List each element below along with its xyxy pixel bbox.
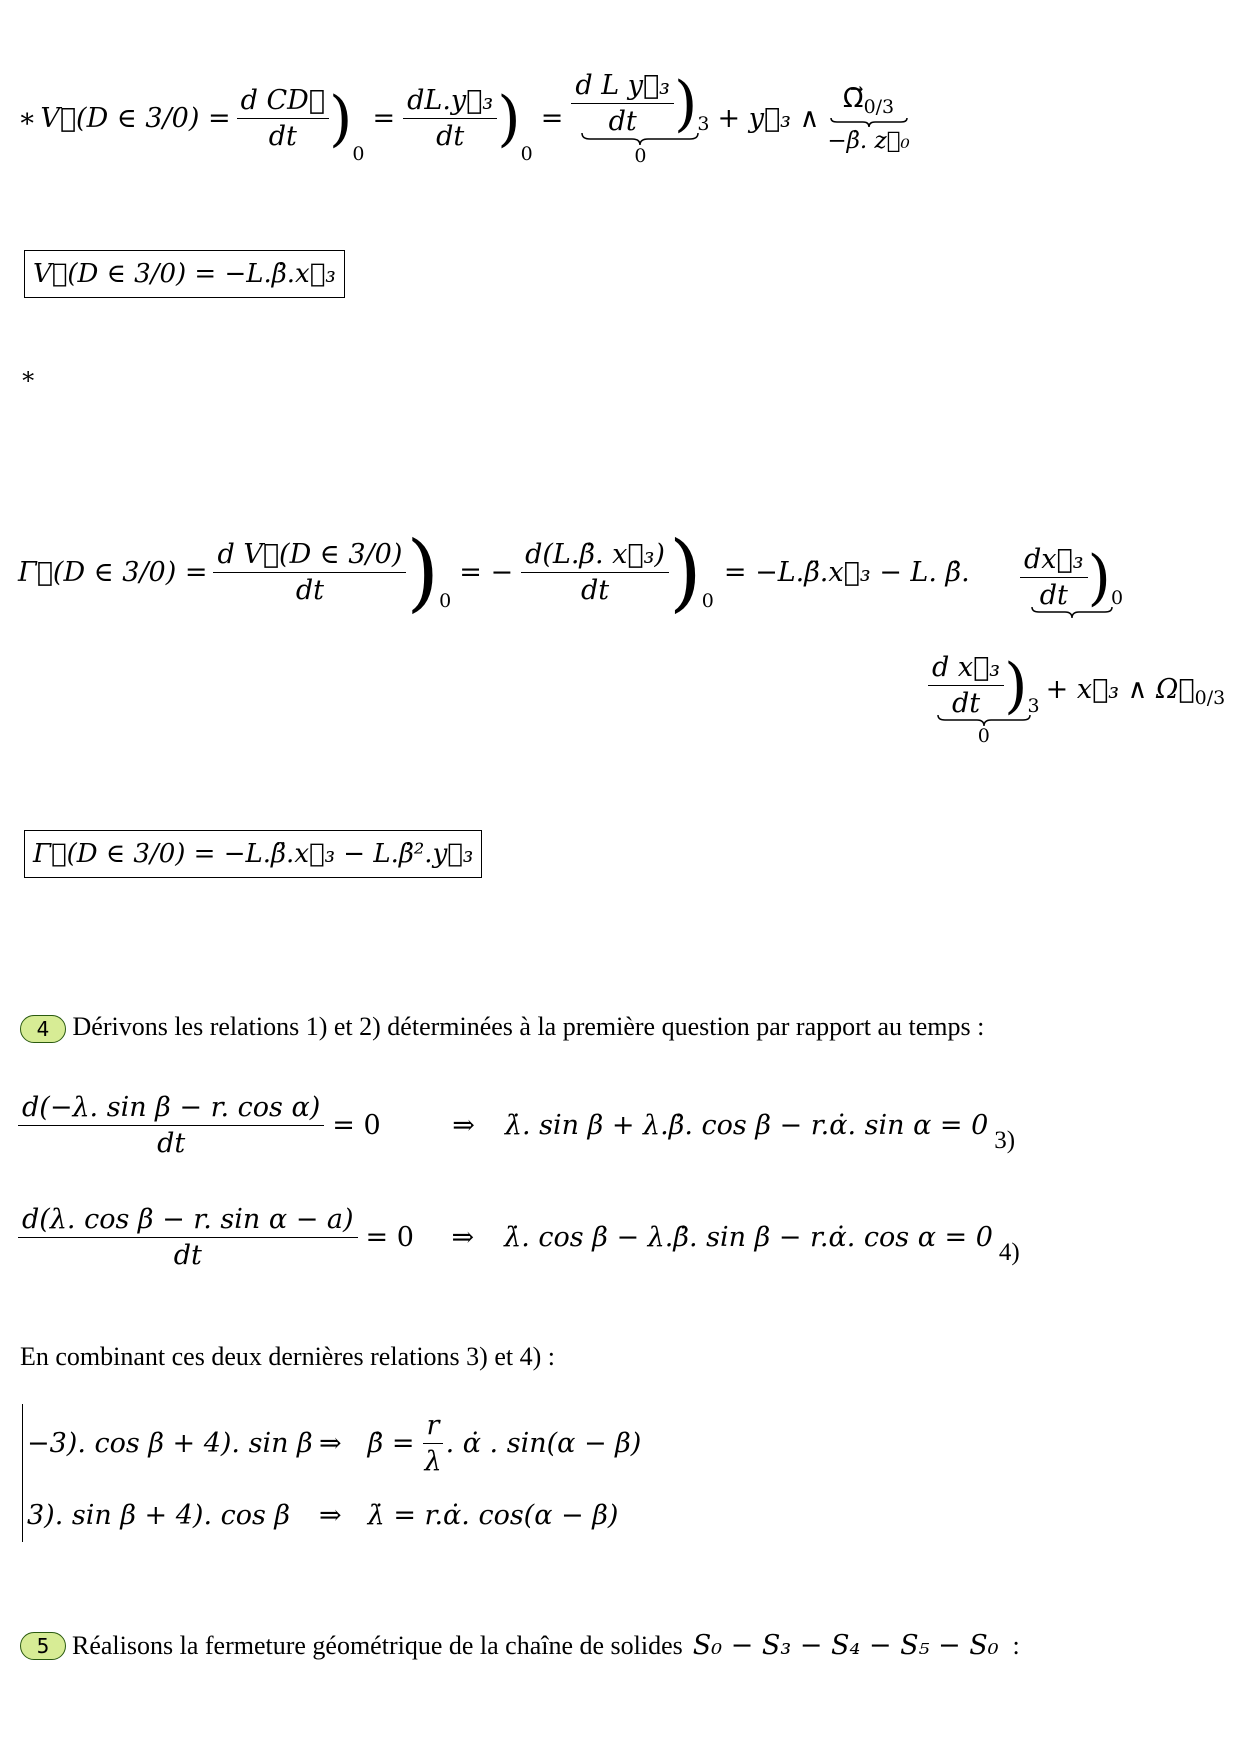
lower-derivative	[928, 652, 1225, 747]
fraction-denominator: dt	[173, 1240, 202, 1271]
system-row-1	[27, 1410, 641, 1477]
step-5-colon: :	[1012, 1630, 1020, 1660]
subscript-0: 0	[439, 590, 452, 612]
fraction-denominator: dt	[608, 106, 637, 137]
acceleration-lhs: Γ⃗(D ∈ 3/0) =	[18, 556, 208, 588]
upper-derivative	[1020, 544, 1123, 619]
relation-3	[18, 1092, 1015, 1159]
r-over-lambda	[420, 1410, 445, 1477]
step-4-text: Dérivons les relations 1) et 2) déterminées à la première question par rapport au temps :	[72, 1012, 985, 1041]
fraction-denominator: dt	[436, 121, 465, 152]
underbrace	[1030, 605, 1114, 619]
fraction-numerator: d x⃗₃	[928, 652, 1004, 686]
lower-fraction	[928, 652, 1004, 719]
boxed-velocity-text: V⃗(D ∈ 3/0) = −L.β̇.x⃗₃	[33, 259, 336, 289]
acceleration-rhs: = −L.β̈.x⃗₃ − L. β̇.	[723, 556, 970, 588]
velocity-lhs: V⃗(D ∈ 3/0) =	[40, 103, 231, 134]
bullet-star: ∗	[20, 362, 37, 390]
solid-chain: S₀ − S₃ − S₄ − S₅ − S₀	[692, 1630, 999, 1661]
relation-4-rhs: λ̇. cos β − λ.β̇. sin β − r.α̇. cos α = 0	[504, 1222, 993, 1253]
boxed-acceleration-result	[24, 830, 482, 878]
equals-sign: =	[372, 103, 396, 134]
combined-system	[22, 1404, 747, 1542]
combine-text: En combinant ces deux dernières relations 3) et 4) :	[20, 1342, 555, 1371]
fraction-numerator: d V⃗(D ∈ 3/0)	[213, 539, 406, 573]
boxed-acceleration-text: Γ⃗(D ∈ 3/0) = −L.β̈.x⃗₃ − L.β̇².y⃗₃	[33, 839, 474, 869]
system-row-1-left: −3). cos β + 4). sin β	[27, 1428, 313, 1459]
brace-zero: 0	[977, 725, 990, 747]
system-row-2	[27, 1500, 618, 1531]
omega-subscript: 0/3	[863, 96, 895, 118]
omega-underbraced	[827, 83, 909, 154]
subscript-0: 0	[701, 590, 714, 612]
velocity-fraction-1	[237, 85, 329, 152]
equals-minus: = −	[459, 556, 514, 588]
lower-cross-product: + x⃗₃ ∧ Ω⃗	[1045, 674, 1195, 705]
boxed-velocity-result	[24, 250, 345, 298]
velocity-fraction-2	[403, 85, 497, 152]
bullet-star: ∗	[18, 103, 37, 134]
system-row-2-left: 3). sin β + 4). cos β	[27, 1500, 291, 1531]
beta-dot-lhs: β̇ =	[367, 1428, 415, 1459]
right-paren: )	[668, 523, 702, 621]
implies-arrow: ⇒	[451, 1222, 475, 1253]
upper-fraction	[1020, 544, 1088, 611]
right-paren: )	[328, 83, 353, 154]
fraction-numerator: d(−λ. sin β − r. cos α)	[18, 1092, 324, 1126]
subscript-3: 3	[697, 113, 710, 135]
relation-3-fraction	[18, 1092, 324, 1159]
fraction-denominator: λ	[424, 1446, 442, 1477]
step-5-heading	[20, 1630, 1020, 1661]
cross-product-term: + y⃗₃ ∧	[717, 103, 820, 134]
right-paren: )	[497, 83, 521, 154]
subscript-0: 0	[352, 143, 365, 165]
acceleration-fraction-2	[521, 539, 669, 606]
fraction-numerator: r	[423, 1410, 444, 1444]
step-badge-5: 5	[20, 1632, 66, 1660]
beta-dot-rhs: . α̇ . sin(α − β)	[445, 1428, 642, 1459]
fraction-denominator: dt	[951, 688, 981, 719]
fraction-numerator: d(L.β̇. x⃗₃)	[521, 539, 669, 573]
equals-zero: = 0	[332, 1110, 381, 1141]
right-paren: )	[406, 523, 440, 621]
acceleration-equation	[18, 523, 970, 621]
underbraced-term	[571, 70, 709, 167]
relation-label-4: 4)	[998, 1239, 1020, 1266]
implies-arrow: ⇒	[319, 1500, 342, 1531]
relation-3-rhs: λ̇. sin β + λ.β̇. cos β − r.α̇. sin α = 0	[504, 1110, 989, 1141]
fraction-denominator: dt	[580, 574, 610, 606]
step-4-heading	[20, 1012, 984, 1043]
subscript-3: 3	[1027, 695, 1040, 717]
velocity-equation	[18, 70, 910, 167]
brace-zero: 0	[634, 145, 647, 167]
omega-subscript: 0/3	[1194, 687, 1226, 709]
fraction-numerator: d L y⃗₃	[571, 70, 674, 104]
fraction-denominator: dt	[157, 1128, 186, 1159]
fraction-denominator: dt	[268, 121, 297, 152]
equals-zero: = 0	[365, 1222, 414, 1253]
step-5-text: Réalisons la fermeture géométrique de la chaîne de solides	[72, 1630, 683, 1660]
step-badge-4: 4	[20, 1015, 66, 1043]
relation-4-fraction	[18, 1204, 358, 1271]
subscript-0: 0	[1110, 587, 1124, 609]
relation-label-3: 3)	[994, 1127, 1016, 1154]
relation-4	[18, 1204, 1020, 1271]
fraction-numerator: d CD⃗	[237, 85, 329, 119]
right-paren: )	[1087, 542, 1111, 613]
fraction-numerator: dx⃗₃	[1020, 544, 1088, 578]
subscript-0: 0	[520, 143, 533, 165]
implies-arrow: ⇒	[452, 1110, 475, 1141]
fraction-denominator: dt	[295, 574, 324, 606]
fraction-numerator: dL.y⃗₃	[403, 85, 497, 119]
omega-symbol: Ω⃗	[842, 83, 864, 114]
implies-arrow: ⇒	[319, 1428, 342, 1459]
acceleration-fraction-1	[213, 539, 406, 606]
fraction-numerator: d(λ. cos β − r. sin α − a)	[18, 1204, 358, 1238]
equals-sign: =	[540, 103, 564, 134]
omega-value: −β̇. z⃗₀	[827, 128, 910, 154]
underbrace	[829, 116, 909, 128]
velocity-fraction-3	[571, 70, 674, 137]
lambda-dot-result: λ̇ = r.α̇. cos(α − β)	[367, 1500, 619, 1531]
fraction-denominator: dt	[1039, 580, 1068, 611]
right-paren: )	[1004, 650, 1028, 721]
right-paren: )	[674, 68, 698, 139]
